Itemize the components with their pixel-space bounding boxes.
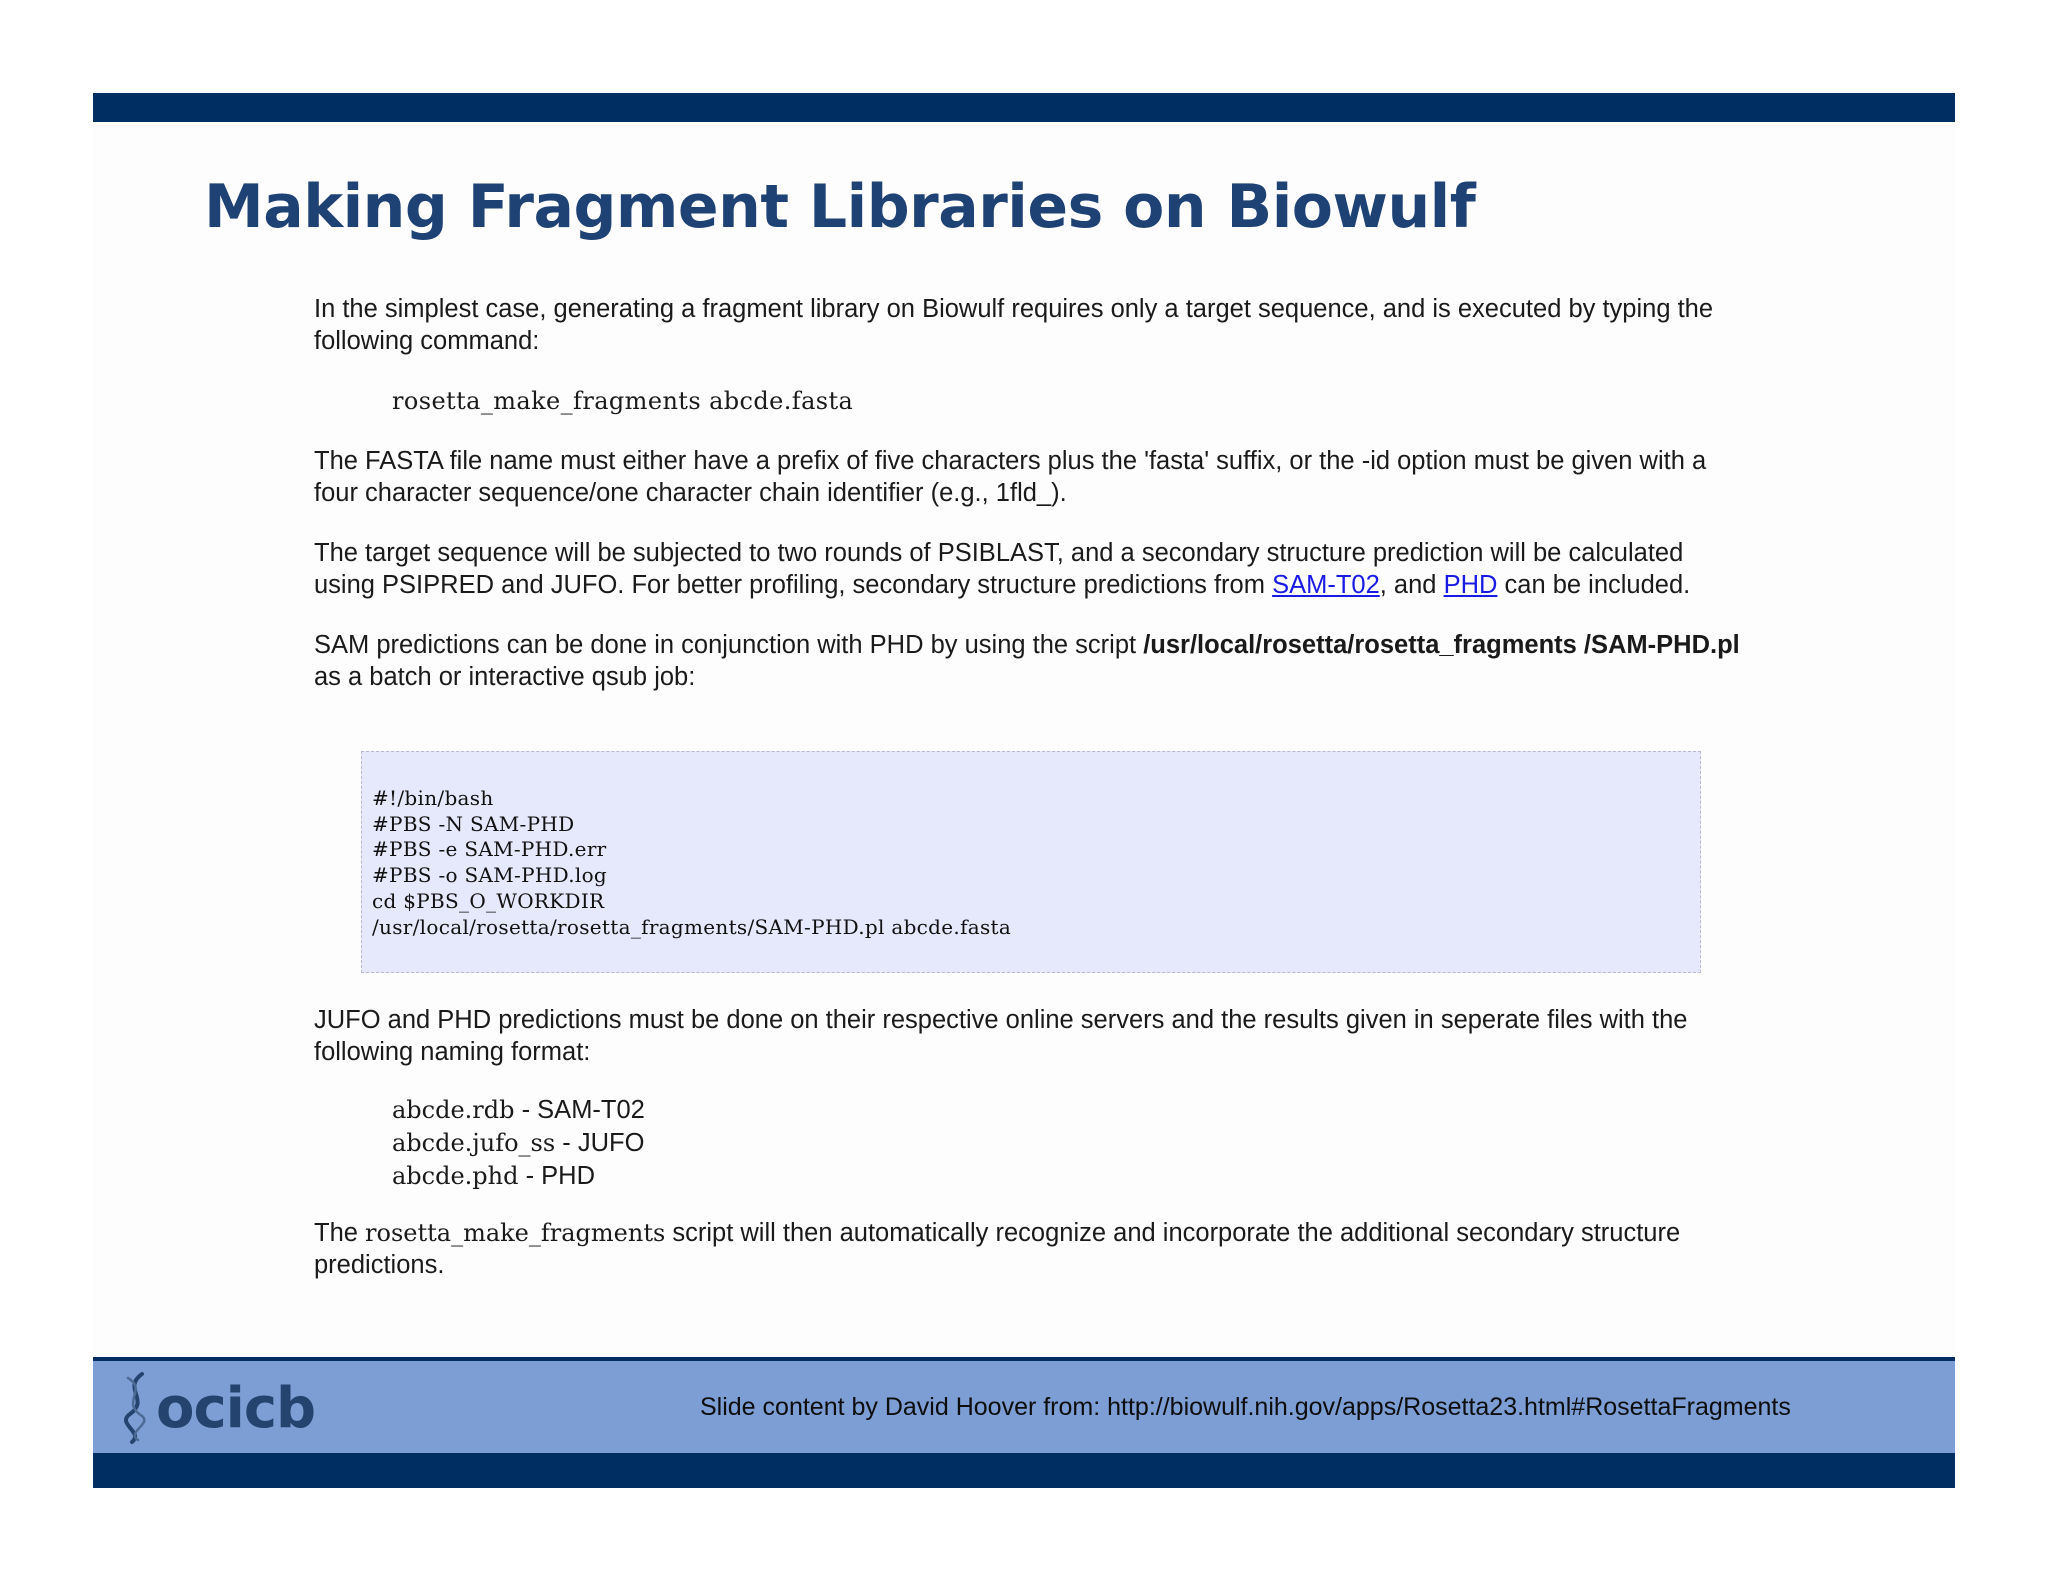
main-content (314, 293, 1744, 721)
file-name: abcde.rdb (392, 1096, 515, 1124)
file-name: abcde.jufo_ss (392, 1129, 556, 1157)
sam-paragraph (314, 629, 1744, 693)
file-item (392, 1127, 1744, 1160)
file-item (392, 1094, 1744, 1127)
intro-paragraph: In the simplest case, generating a fragment library on Biowulf requires only a target sequence, and is executed by typing the following command: (314, 295, 1714, 355)
file-desc: - JUFO (555, 1129, 645, 1157)
final-text-end: script will then automatically recognize and incorporate the additional secondary structure predictions. (314, 1219, 1681, 1279)
slide-credit: Slide content by David Hoover from: http://biowulf.nih.gov/apps/Rosetta23.html#RosettaFragments (700, 1393, 1791, 1421)
code-line: /usr/local/rosetta/rosetta_fragments/SAM-PHD.pl abcde.fasta (372, 914, 1012, 939)
sam-text: SAM predictions can be done in conjunction with PHD by using the script (314, 631, 1144, 659)
logo-text: ocicb (156, 1375, 316, 1441)
code-line: cd $PBS_O_WORKDIR (372, 888, 605, 913)
secondary-content (314, 1004, 1744, 1307)
header-bar (93, 93, 1955, 122)
target-text: The target sequence will be subjected to two rounds of PSIBLAST, and a secondary structure prediction will be calculated using PSIPRED and JUFO. For better profiling, secondary structure predictions from (314, 539, 1684, 599)
script-code-block (361, 751, 1701, 973)
sam-t02-link[interactable]: SAM-T02 (1272, 571, 1380, 599)
final-text: The (314, 1219, 366, 1247)
code-line: #!/bin/bash (372, 786, 494, 810)
final-paragraph (314, 1217, 1744, 1281)
file-item (392, 1160, 1744, 1193)
phd-link[interactable]: PHD (1443, 571, 1498, 599)
file-list (392, 1094, 1744, 1193)
target-text-middle: , and (1379, 571, 1444, 599)
file-desc: - SAM-T02 (514, 1096, 645, 1124)
footer-bottom-bar (93, 1453, 1955, 1488)
target-text-end: can be included. (1497, 571, 1691, 599)
file-name: abcde.phd (392, 1162, 519, 1190)
slide-title: Making Fragment Libraries on Biowulf (204, 172, 1476, 242)
fasta-paragraph: The FASTA file name must either have a prefix of five characters plus the 'fasta' suffix, or the -id option must be given with a four character sequence/one character chain identifier (e.g., 1fld_). (314, 447, 1707, 507)
file-desc: - PHD (518, 1162, 595, 1190)
sam-text-end: as a batch or interactive qsub job: (314, 663, 696, 691)
script-name: rosetta_make_fragments (365, 1219, 666, 1247)
jufo-paragraph: JUFO and PHD predictions must be done on their respective online servers and the results given in seperate files with the following naming format: (314, 1006, 1688, 1066)
ocicb-logo (118, 1370, 315, 1446)
command-example: rosetta_make_fragments abcde.fasta (392, 387, 854, 415)
target-paragraph (314, 537, 1744, 601)
code-line: #PBS -e SAM-PHD.err (372, 837, 607, 862)
dna-helix-icon (118, 1370, 154, 1446)
code-line: #PBS -o SAM-PHD.log (372, 863, 608, 888)
code-line: #PBS -N SAM-PHD (372, 811, 575, 836)
script-path: /usr/local/rosetta/rosetta_fragments /SAM-PHD.pl (1143, 631, 1740, 659)
